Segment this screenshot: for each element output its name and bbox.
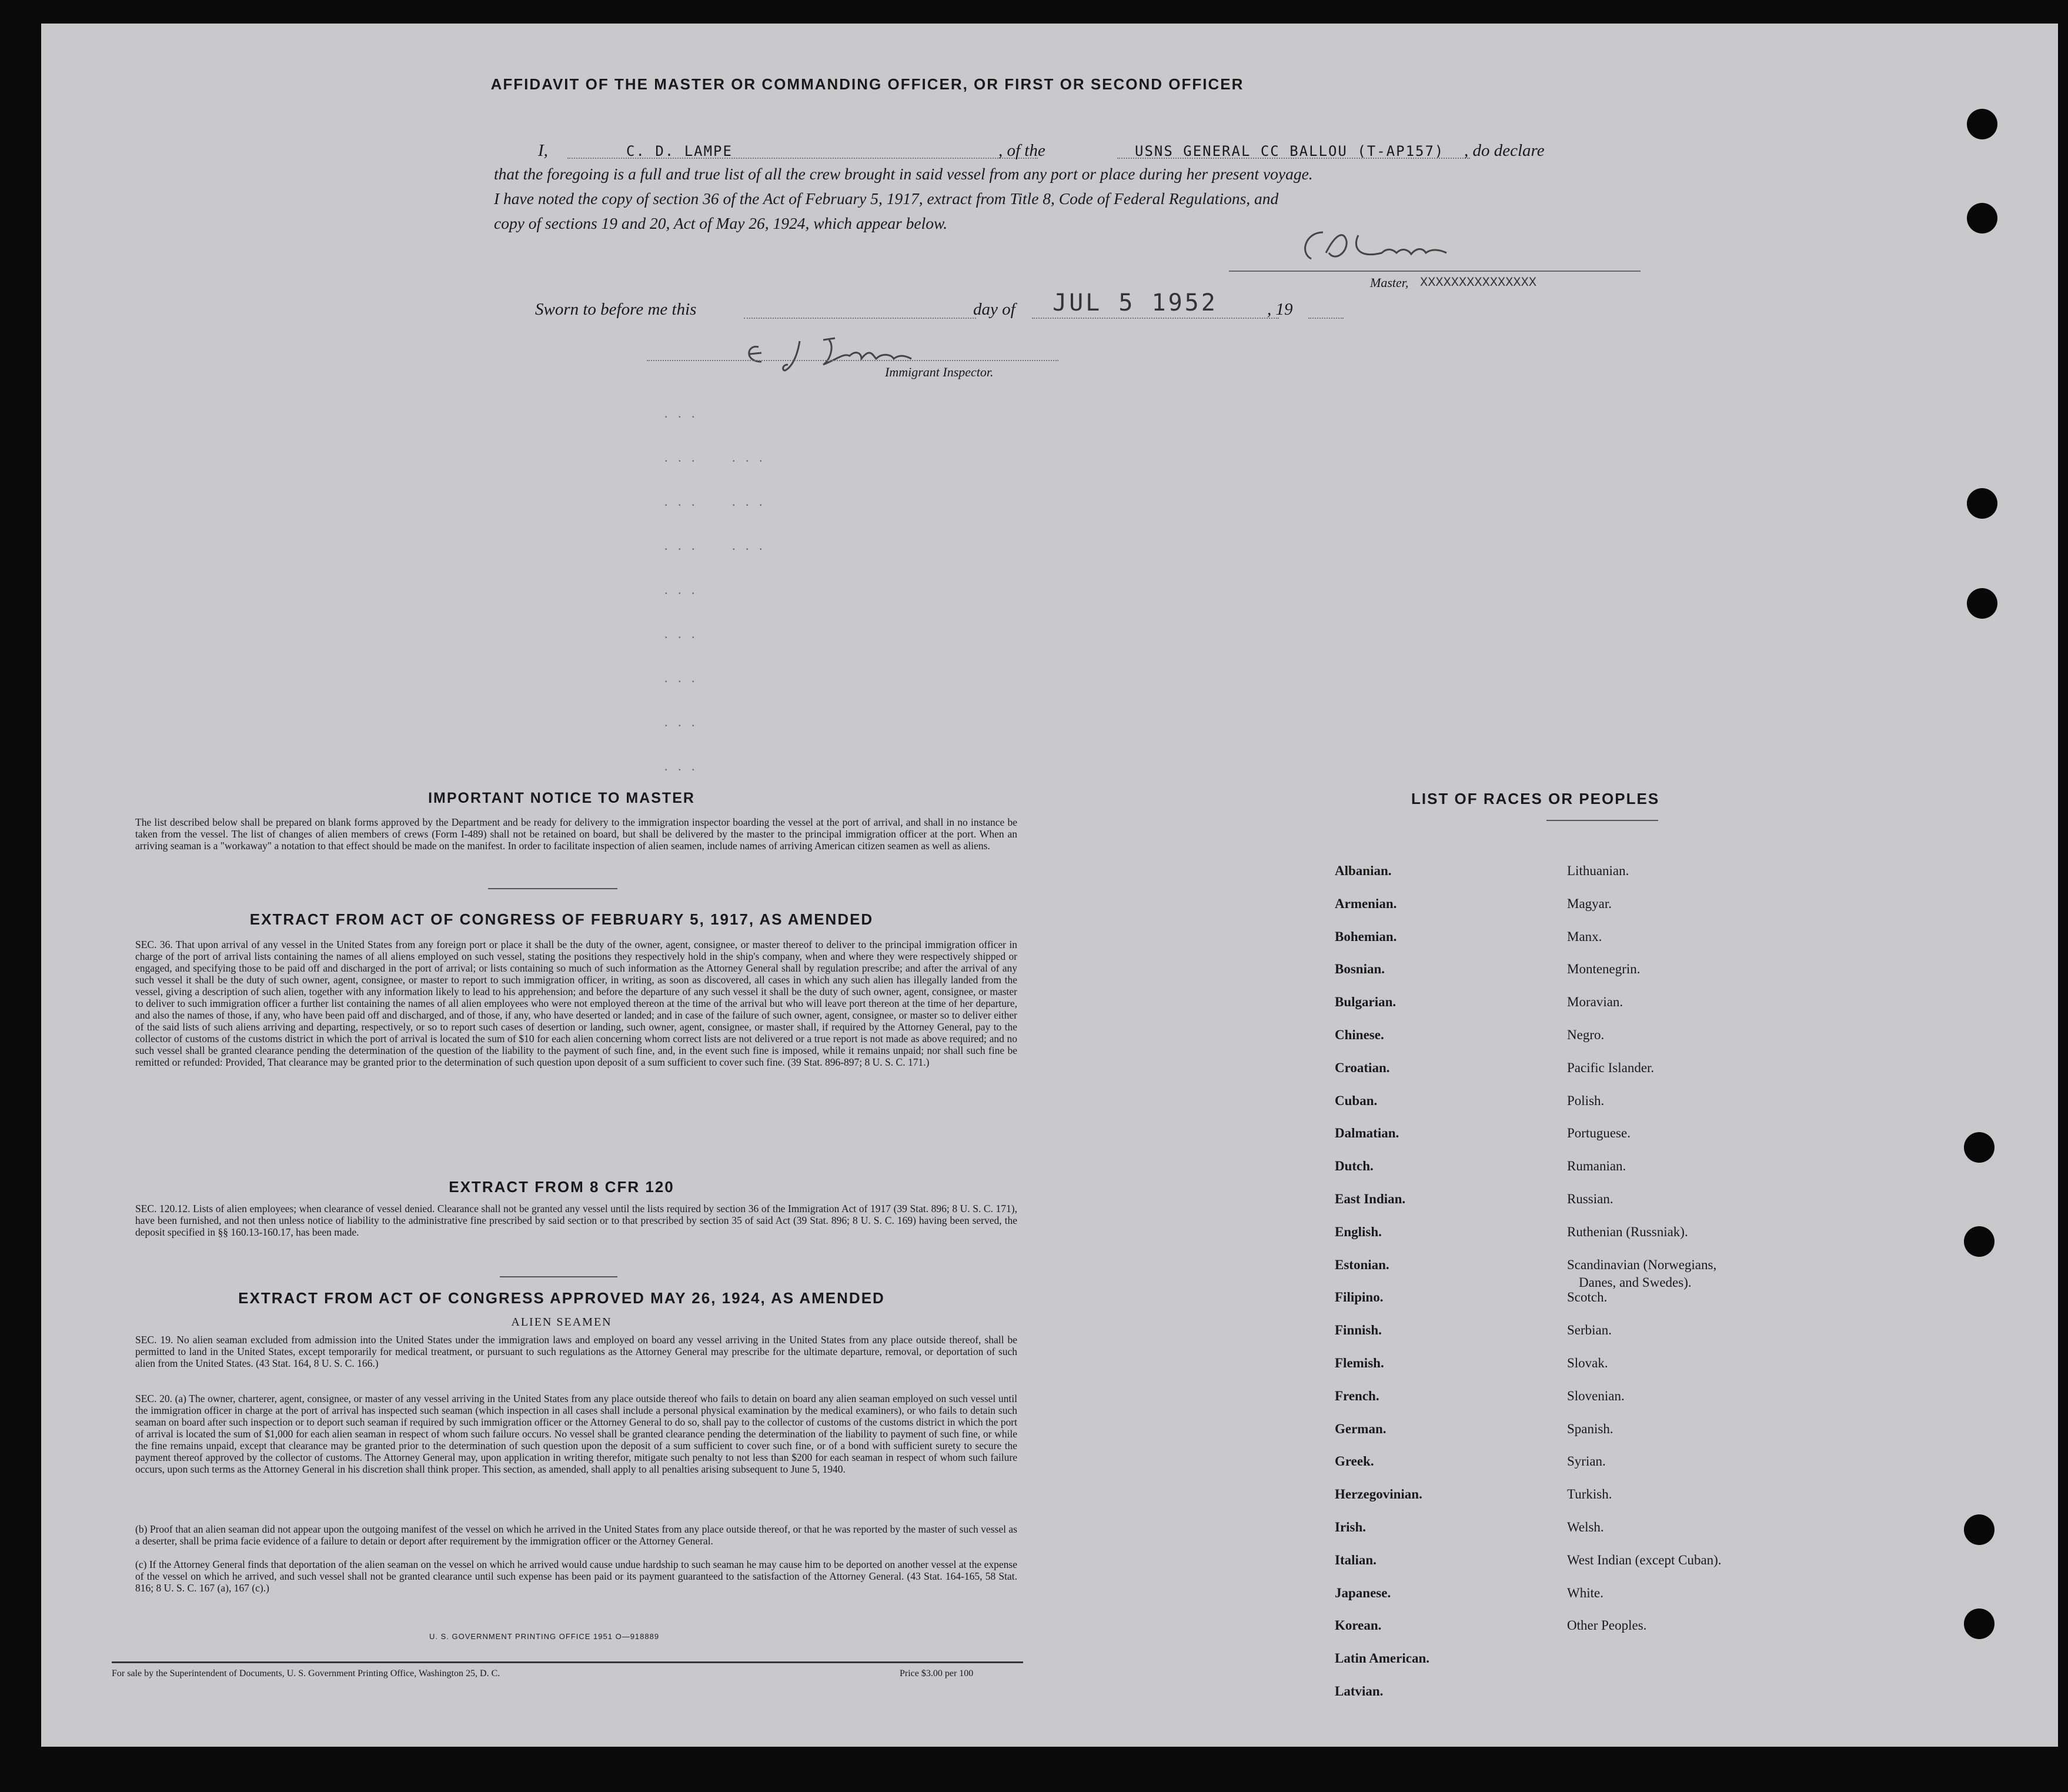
master-signature	[1294, 218, 1470, 282]
race-item: Magyar.	[1567, 896, 1612, 911]
race-item: Lithuanian.	[1567, 863, 1629, 878]
race-item: Herzegovinian.	[1335, 1487, 1422, 1502]
extract-cfr-title: EXTRACT FROM 8 CFR 120	[449, 1178, 674, 1196]
extract-1924-sec20c: (c) If the Attorney General finds that deportation of the alien seaman on the vessel on which he arrived would cause undue hardship to such seaman he may cause him to be deported on another vessel at the expense of the vessel on which he arrived, and such vessel shall not be granted clearance until such expense has been paid or its payment guaranteed to the satisfaction of the Attorney General. (43 Stat. 164-165, 58 Stat. 816; 8 U. S. C. 167 (a), 167 (c).)	[135, 1559, 1017, 1594]
race-item: Montenegrin.	[1567, 962, 1641, 977]
extract-1924-title: EXTRACT FROM ACT OF CONGRESS APPROVED MAY 26, 1924, AS AMENDED	[238, 1289, 885, 1307]
race-item: Finnish.	[1335, 1323, 1382, 1338]
binder-hole	[1964, 1132, 1994, 1163]
race-item: Croatian.	[1335, 1060, 1390, 1075]
race-item: Latin American.	[1335, 1651, 1429, 1666]
declaration-line-2: that the foregoing is a full and true list of all the crew brought in said vessel from any port or place during her present voyage.	[494, 165, 1313, 183]
race-item: Bohemian.	[1335, 929, 1397, 944]
gpo-imprint: U. S. GOVERNMENT PRINTING OFFICE 1951 O—918889	[429, 1632, 660, 1641]
inspector-label: Immigrant Inspector.	[885, 365, 994, 379]
race-item: Chinese.	[1335, 1027, 1384, 1042]
race-item: East Indian.	[1335, 1192, 1406, 1206]
race-item: French.	[1335, 1388, 1379, 1403]
extract-1917-title: EXTRACT FROM ACT OF CONGRESS OF FEBRUARY 5, 1917, AS AMENDED	[249, 910, 874, 928]
master-struck-text: XXXXXXXXXXXXXXX	[1420, 275, 1537, 290]
binder-hole	[1964, 1609, 1994, 1639]
race-item: Syrian.	[1567, 1454, 1606, 1469]
race-item: Negro.	[1567, 1027, 1605, 1042]
race-item: English.	[1335, 1224, 1382, 1239]
race-item: Italian.	[1335, 1552, 1377, 1567]
master-name: C. D. LAMPE	[626, 143, 733, 159]
i-label: I,	[538, 141, 548, 160]
race-item: Cuban.	[1335, 1093, 1378, 1108]
race-item: Serbian.	[1567, 1323, 1612, 1338]
race-item: Slovak.	[1567, 1356, 1608, 1370]
race-item: Manx.	[1567, 929, 1602, 944]
race-item: Turkish.	[1567, 1487, 1612, 1502]
race-item: Spanish.	[1567, 1421, 1613, 1436]
vessel-name: USNS GENERAL CC BALLOU (T-AP157)	[1135, 143, 1445, 159]
extract-1924-sec20a: SEC. 20. (a) The owner, charterer, agent, consignee, or master of any vessel arriving in the United States from any place outside thereof who fails to detain on board any alien seaman employed on such vessel until the immigration officer in charge at the port of arrival has inspected such seaman (which inspection in all cases shall include a personal physical examination by the medical examiners), or who fails to detain such seaman on board after such inspection or to deport such seaman if required by such immigration officer or the Attorney General to do so, shall pay to the collector of customs of the customs district in which the port of arrival is located the sum of $1,000 for each alien seaman in respect of whom such failure occurs. No vessel shall be granted clearance pending the determination of the liability to payment of such fine, or while the fine remains unpaid, except that clearance may be granted prior to the determination of such question upon the deposit of a sum sufficient to cover such fine, or of a bond with sufficient surety to secure the payment thereof approved by the collector of customs. The Attorney General may, upon application in writing therefor, mitigate such penalty to not less than $200 for each seaman in respect of whom such failure occurs, upon such terms as the Attorney General in his discretion shall think proper. This section, as amended, shall apply to all penalties arising subsequent to June 5, 1940.	[135, 1393, 1017, 1475]
race-item: Scotch.	[1567, 1290, 1608, 1305]
do-declare-label: , do declare	[1464, 141, 1545, 160]
race-item: Armenian.	[1335, 896, 1397, 911]
notice-title: IMPORTANT NOTICE TO MASTER	[428, 790, 695, 806]
race-item: Bulgarian.	[1335, 995, 1397, 1010]
race-item: Moravian.	[1567, 995, 1623, 1010]
race-item: Pacific Islander.	[1567, 1060, 1655, 1075]
of-the-label: , of the	[998, 141, 1045, 160]
race-item: Welsh.	[1567, 1520, 1604, 1534]
binder-hole	[1967, 488, 1997, 519]
race-item: Ruthenian (Russniak).	[1567, 1224, 1688, 1239]
binder-hole	[1964, 1514, 1994, 1545]
alien-seamen-subtitle: ALIEN SEAMEN	[511, 1316, 612, 1329]
race-item: Portuguese.	[1567, 1126, 1631, 1141]
nineteen-label: , 19	[1267, 300, 1293, 319]
master-label: Master,	[1370, 275, 1409, 290]
race-item: Scandinavian (Norwegians,	[1567, 1257, 1717, 1272]
race-item: Other Peoples.	[1567, 1618, 1647, 1633]
extract-1917-body: SEC. 36. That upon arrival of any vessel in the United States from any foreign port or place it shall be the duty of the owner, agent, consignee, or master thereof to deliver to the principal immigration officer in charge of the port of arrival lists containing the names of all aliens employed on such vessel, stating the positions they respectively hold in the ship's company, when and where they were respectively shipped or engaged, and specifying those to be paid off and discharged in the port of arrival; or lists containing so much of such information as the Attorney General shall by regulation prescribe; and after the arrival of any such vessel it shall be the duty of such owner, agent, consignee, or master to report to such immigration officer, in writing, as soon as discovered, all cases in which any such alien has illegally landed from the vessel, giving a description of such alien, together with any information likely to lead to his apprehension; and before the departure of any such vessel it shall be the duty of such owner, agent, consignee, or master to deliver to such immigration officer a further list containing the names of all alien employees who were not employed thereon at the time of the arrival but who will leave port thereon at the time of her departure, and also the names of those, if any, who have been paid off and discharged, and of those, if any, who have deserted or landed; and in case of the failure of such owner, agent, consignee, or master so to deliver either of the said lists of such aliens arriving and departing, respectively, or so to report such cases of desertion or landing, such owner, agent, consignee, or master shall, if required by the Attorney General, pay to the collector of customs of the customs district in which the port of arrival is located the sum of $10 for each alien concerning whom correct lists are not delivered or a true report is not made as above required; and no such vessel shall be granted clearance pending the determination of the question of the liability to the payment of such fine, and, in the event such fine is imposed, while it remains unpaid; nor shall such fine be remitted or refunded: Provided, That clearance may be granted prior to the determination of such question upon deposit of a sum sufficient to cover such fine. (39 Stat. 896-897; 8 U. S. C. 171.)	[135, 939, 1017, 1068]
race-item: Irish.	[1335, 1520, 1367, 1534]
sale-notice: For sale by the Superintendent of Documents, U. S. Government Printing Office, Washington 25, D. C.	[112, 1668, 500, 1678]
document-page: AFFIDAVIT OF THE MASTER OR COMMANDING OFFICER, OR FIRST OR SECOND OFFICER I, C. D. LAMPE , of the USNS GENERAL CC BALLOU (T-AP157) , do declare that the foregoing is a full and true list of all the crew brought in said vessel from any port or place during her present voyage. I have noted the copy of section 36 of the Act of February 5, 1917, extract from Title 8, Code of Federal Regulations, and copy of sections 19 and 20, Act of May 26, 1924, which appear below. Master, XXXXXXXXXXXXXXX Sworn to before me this day of JUL 5 1952 , 19 Immigrant Inspector. . . . . . . . . . . . . . . . . . . . . . . . . . . . . . . . . . . . . IMPORTANT NOTICE TO MASTER The list described below shall be prepared on blank forms approved by the Department and be ready for delivery to the immigration inspector boarding the vessel at the port of arrival, and shall in no instance be taken from the vessel. The list of changes of alien members of crews (Form I-489) shall not be retained on board, but shall be delivered by the master to the principal immigration officer at the port. When an arriving seaman is a "workaway" a notation to that effect should be made on the manifest. In order to facilitate inspection of alien seamen, include names of arriving American citizen seamen as well as aliens. EXTRACT FROM ACT OF CONGRESS OF FEBRUARY 5, 1917, AS AMENDED SEC. 36. That upon arrival of any vessel in the United States from any foreign port or place it shall be the duty of the owner, agent, consignee, or master thereof to deliver to the principal immigration officer in charge of the port of arrival lists containing the names of all aliens employed on such vessel, stating the positions they respectively hold in the ship's company, when and where they were respectively shipped or engaged, and specifying those to be paid off and discharged in the port of arrival; or lists containing so much of such information as the Attorney General shall by regulation prescribe; and after the arrival of any such vessel it shall be the duty of such owner, agent, consignee, or master to report to such immigration officer, in writing, as soon as discovered, all cases in which any such alien has illegally landed from the vessel, giving a description of such alien, together with any information likely to lead to his apprehension; and before the departure of any such vessel it shall be the duty of such owner, agent, consignee, or master to deliver to such immigration officer a further list containing the names of all alien employees who were not employed thereon at the time of the arrival but who will leave port thereon at the time of her departure, and also the names of those, if any, who have been paid off and discharged, and of those, if any, who have deserted or landed; and in case of the failure of such owner, agent, consignee, or master so to deliver either of the said lists of such aliens arriving and departing, respectively, or so to report such cases of desertion or landing, such owner, agent, consignee, or master shall, if required by the Attorney General, pay to the collector of customs of the customs district in which the port of arrival is located the sum of $10 for each alien concerning whom correct lists are not delivered or a true report is not made as above required; and no such vessel shall be granted clearance pending the determination of the question of the liability to the payment of such fine, and, in the event such fine is imposed, while it remains unpaid; nor shall such fine be remitted or refunded: Provided, That clearance may be granted prior to the determination of such question upon deposit of a sum sufficient to cover such fine. (39 Stat. 896-897; 8 U. S. C. 171.) EXTRACT FROM 8 CFR 120 SEC. 120.12. Lists of alien employees; when clearance of vessel denied. Clearance shall not be granted any vessel until the lists required by section 36 of the Immigration Act of 1917 (39 Stat. 896; 8 U. S. C. 171), have been furnished, and not then unless notice of liability to the administrative fine prescribed by said section or to that prescribed by section 35 of said Act (39 Stat. 896; 8 U. S. C. 169) having been served, the deposit specified in §§ 160.13-160.17, has been made. EXTRACT FROM ACT OF CONGRESS APPROVED MAY 26, 1924, AS AMENDED ALIEN SEAMEN SEC. 19. No alien seaman excluded from admission into the United States under the immigration laws and employed on board any vessel arriving in the United States from any place outside thereof, shall be permitted to land in the United States, except temporarily for medical treatment, or pursuant to such regulations as the Attorney General may prescribe for the ultimate departure, removal, or deportation of such alien from the United States. (43 Stat. 164, 8 U. S. C. 166.) SEC. 20. (a) The owner, charterer, agent, consignee, or master of any vessel arriving in the United States from any place outside thereof who fails to detain on board any alien seaman employed on such vessel until the immigration officer in charge at the port of arrival has inspected such seaman (which inspection in all cases shall include a personal physical examination by the medical examiners), or who fails to detain such seaman on board after such inspection or to deport such seaman if required by such immigration officer or the Attorney General to do so, shall pay to the collector of customs of the customs district in which the port of arrival is located the sum of $1,000 for each alien seaman in respect of whom such failure occurs. No vessel shall be granted clearance pending the determination of the liability to payment of such fine, or while the fine remains unpaid, except that clearance may be granted prior to the determination of such question upon the deposit of a sum sufficient to cover such fine, or of a bond with sufficient surety to secure the payment thereof approved by the collector of customs. The Attorney General may, upon application in writing therefor, mitigate such penalty to not less than $200 for each seaman in respect of whom such failure occurs, upon such terms as the Attorney General in his discretion shall think proper. This section, as amended, shall apply to all penalties arising subsequent to June 5, 1940. (b) Proof that an alien seaman did not appear upon the outgoing manifest of the vessel on which he arrived in the United States from any place outside thereof, or that he was reported by the master of such vessel as a deserter, shall be prima facie evidence of a failure to detain or deport after requirement by the immigration officer or the Attorney General. (c) If the Attorney General finds that deportation of the alien seaman on the vessel on which he arrived would cause undue hardship to such seaman he may cause him to be deported on another vessel at the expense of the vessel on which he arrived, and such vessel shall not be granted clearance until such expense has been paid or its payment guaranteed to the satisfaction of the Attorney General. (43 Stat. 164-165, 58 Stat. 816; 8 U. S. C. 167 (a), 167 (c).) U. S. GOVERNMENT PRINTING OFFICE 1951 O—918889 For sale by the Superintendent of Documents, U. S. Government Printing Office, Washington 25, D. C. Price $3.00 per 100 LIST OF RACES OR PEOPLES Albanian. Armenian. Bohemian. Bosnian. Bulgarian. Chinese. Croatian. Cuban. Dalmatian. Dutch. East Indian. English. Estonian. Filipino. Finnish. Flemish. French. German. Greek. Herzegovinian. Irish. Italian. Japanese. Korean. Latin American. Latvian. Lithuanian. Magyar. Manx. Montenegrin. Moravian. Negro. Pacific Islander. Polish. Portuguese. Rumanian. Russian. Ruthenian (Russniak). Scandinavian (Norwegians, Danes, and Swedes). Scotch. Serbian. Slovak. Slovenian. Spanish. Syrian. Turkish. Welsh. West Indian (except Cuban). White. Other Peoples.	[41, 24, 2058, 1747]
race-item: Slovenian.	[1567, 1388, 1625, 1403]
extract-1924-sec20b: (b) Proof that an alien seaman did not appear upon the outgoing manifest of the vessel on which he arrived in the United States from any place outside thereof, or that he was reported by the master of such vessel as a deserter, shall be prima facie evidence of a failure to detain or deport after requirement by the immigration officer or the Attorney General.	[135, 1523, 1017, 1547]
race-item: Greek.	[1335, 1454, 1374, 1469]
race-item: Dalmatian.	[1335, 1126, 1399, 1141]
race-item: German.	[1335, 1421, 1387, 1436]
date-stamp: JUL 5 1952	[1053, 289, 1218, 316]
race-item: Flemish.	[1335, 1356, 1384, 1370]
binder-hole	[1967, 203, 1997, 233]
notice-body: The list described below shall be prepared on blank forms approved by the Department and be ready for delivery to the immigration inspector boarding the vessel at the port of arrival, and shall in no instance be taken from the vessel. The list of changes of alien members of crews (Form I-489) shall not be retained on board, but shall be delivered by the master to the principal immigration officer at the port. When an arriving seaman is a "workaway" a notation to that effect should be made on the manifest. In order to facilitate inspection of alien seamen, include names of arriving American citizen seamen as well as aliens.	[135, 816, 1017, 852]
day-of-label: day of	[973, 300, 1015, 319]
race-item: Rumanian.	[1567, 1159, 1626, 1174]
extract-1924-sec19: SEC. 19. No alien seaman excluded from admission into the United States under the immigration laws and employed on board any vessel arriving in the United States from any place outside thereof, shall be permitted to land in the United States, except temporarily for medical treatment, or pursuant to such regulations as the Attorney General may prescribe for the ultimate departure, removal, or deportation of such alien from the United States. (43 Stat. 164, 8 U. S. C. 166.)	[135, 1334, 1017, 1369]
affidavit-title: AFFIDAVIT OF THE MASTER OR COMMANDING OFFICER, OR FIRST OR SECOND OFFICER	[490, 75, 1244, 93]
price-notice: Price $3.00 per 100	[900, 1668, 974, 1678]
race-item: Estonian.	[1335, 1257, 1389, 1272]
binder-hole	[1967, 109, 1997, 139]
race-item: Albanian.	[1335, 863, 1392, 878]
declaration-line-4: copy of sections 19 and 20, Act of May 26, 1924, which appear below.	[494, 214, 948, 232]
race-item: Bosnian.	[1335, 962, 1385, 977]
race-item: Filipino.	[1335, 1290, 1384, 1305]
race-item: White.	[1567, 1585, 1603, 1600]
race-item: Latvian.	[1335, 1684, 1384, 1698]
race-item: Japanese.	[1335, 1585, 1391, 1600]
binder-hole	[1967, 588, 1997, 619]
races-title: LIST OF RACES OR PEOPLES	[1411, 790, 1660, 807]
race-item: Polish.	[1567, 1093, 1605, 1108]
declaration-line-3: I have noted the copy of section 36 of the Act of February 5, 1917, extract from Title 8, Code of Federal Regulations, and	[494, 189, 1279, 208]
extract-cfr-body: SEC. 120.12. Lists of alien employees; when clearance of vessel denied. Clearance shall not be granted any vessel until the lists required by section 36 of the Immigration Act of 1917 (39 Stat. 896; 8 U. S. C. 171), have been furnished, and not then unless notice of liability to the administrative fine prescribed by said section or to that prescribed by section 35 of said Act (39 Stat. 896; 8 U. S. C. 169) having been served, the deposit specified in §§ 160.13-160.17, has been made.	[135, 1203, 1017, 1238]
race-item: Danes, and Swedes).	[1579, 1274, 1692, 1290]
race-item: Korean.	[1335, 1618, 1382, 1633]
binder-hole	[1964, 1226, 1994, 1257]
race-item: Dutch.	[1335, 1159, 1374, 1174]
race-item: West Indian (except Cuban).	[1567, 1552, 1722, 1567]
race-item: Russian.	[1567, 1192, 1613, 1206]
sworn-label: Sworn to before me this	[535, 300, 697, 319]
